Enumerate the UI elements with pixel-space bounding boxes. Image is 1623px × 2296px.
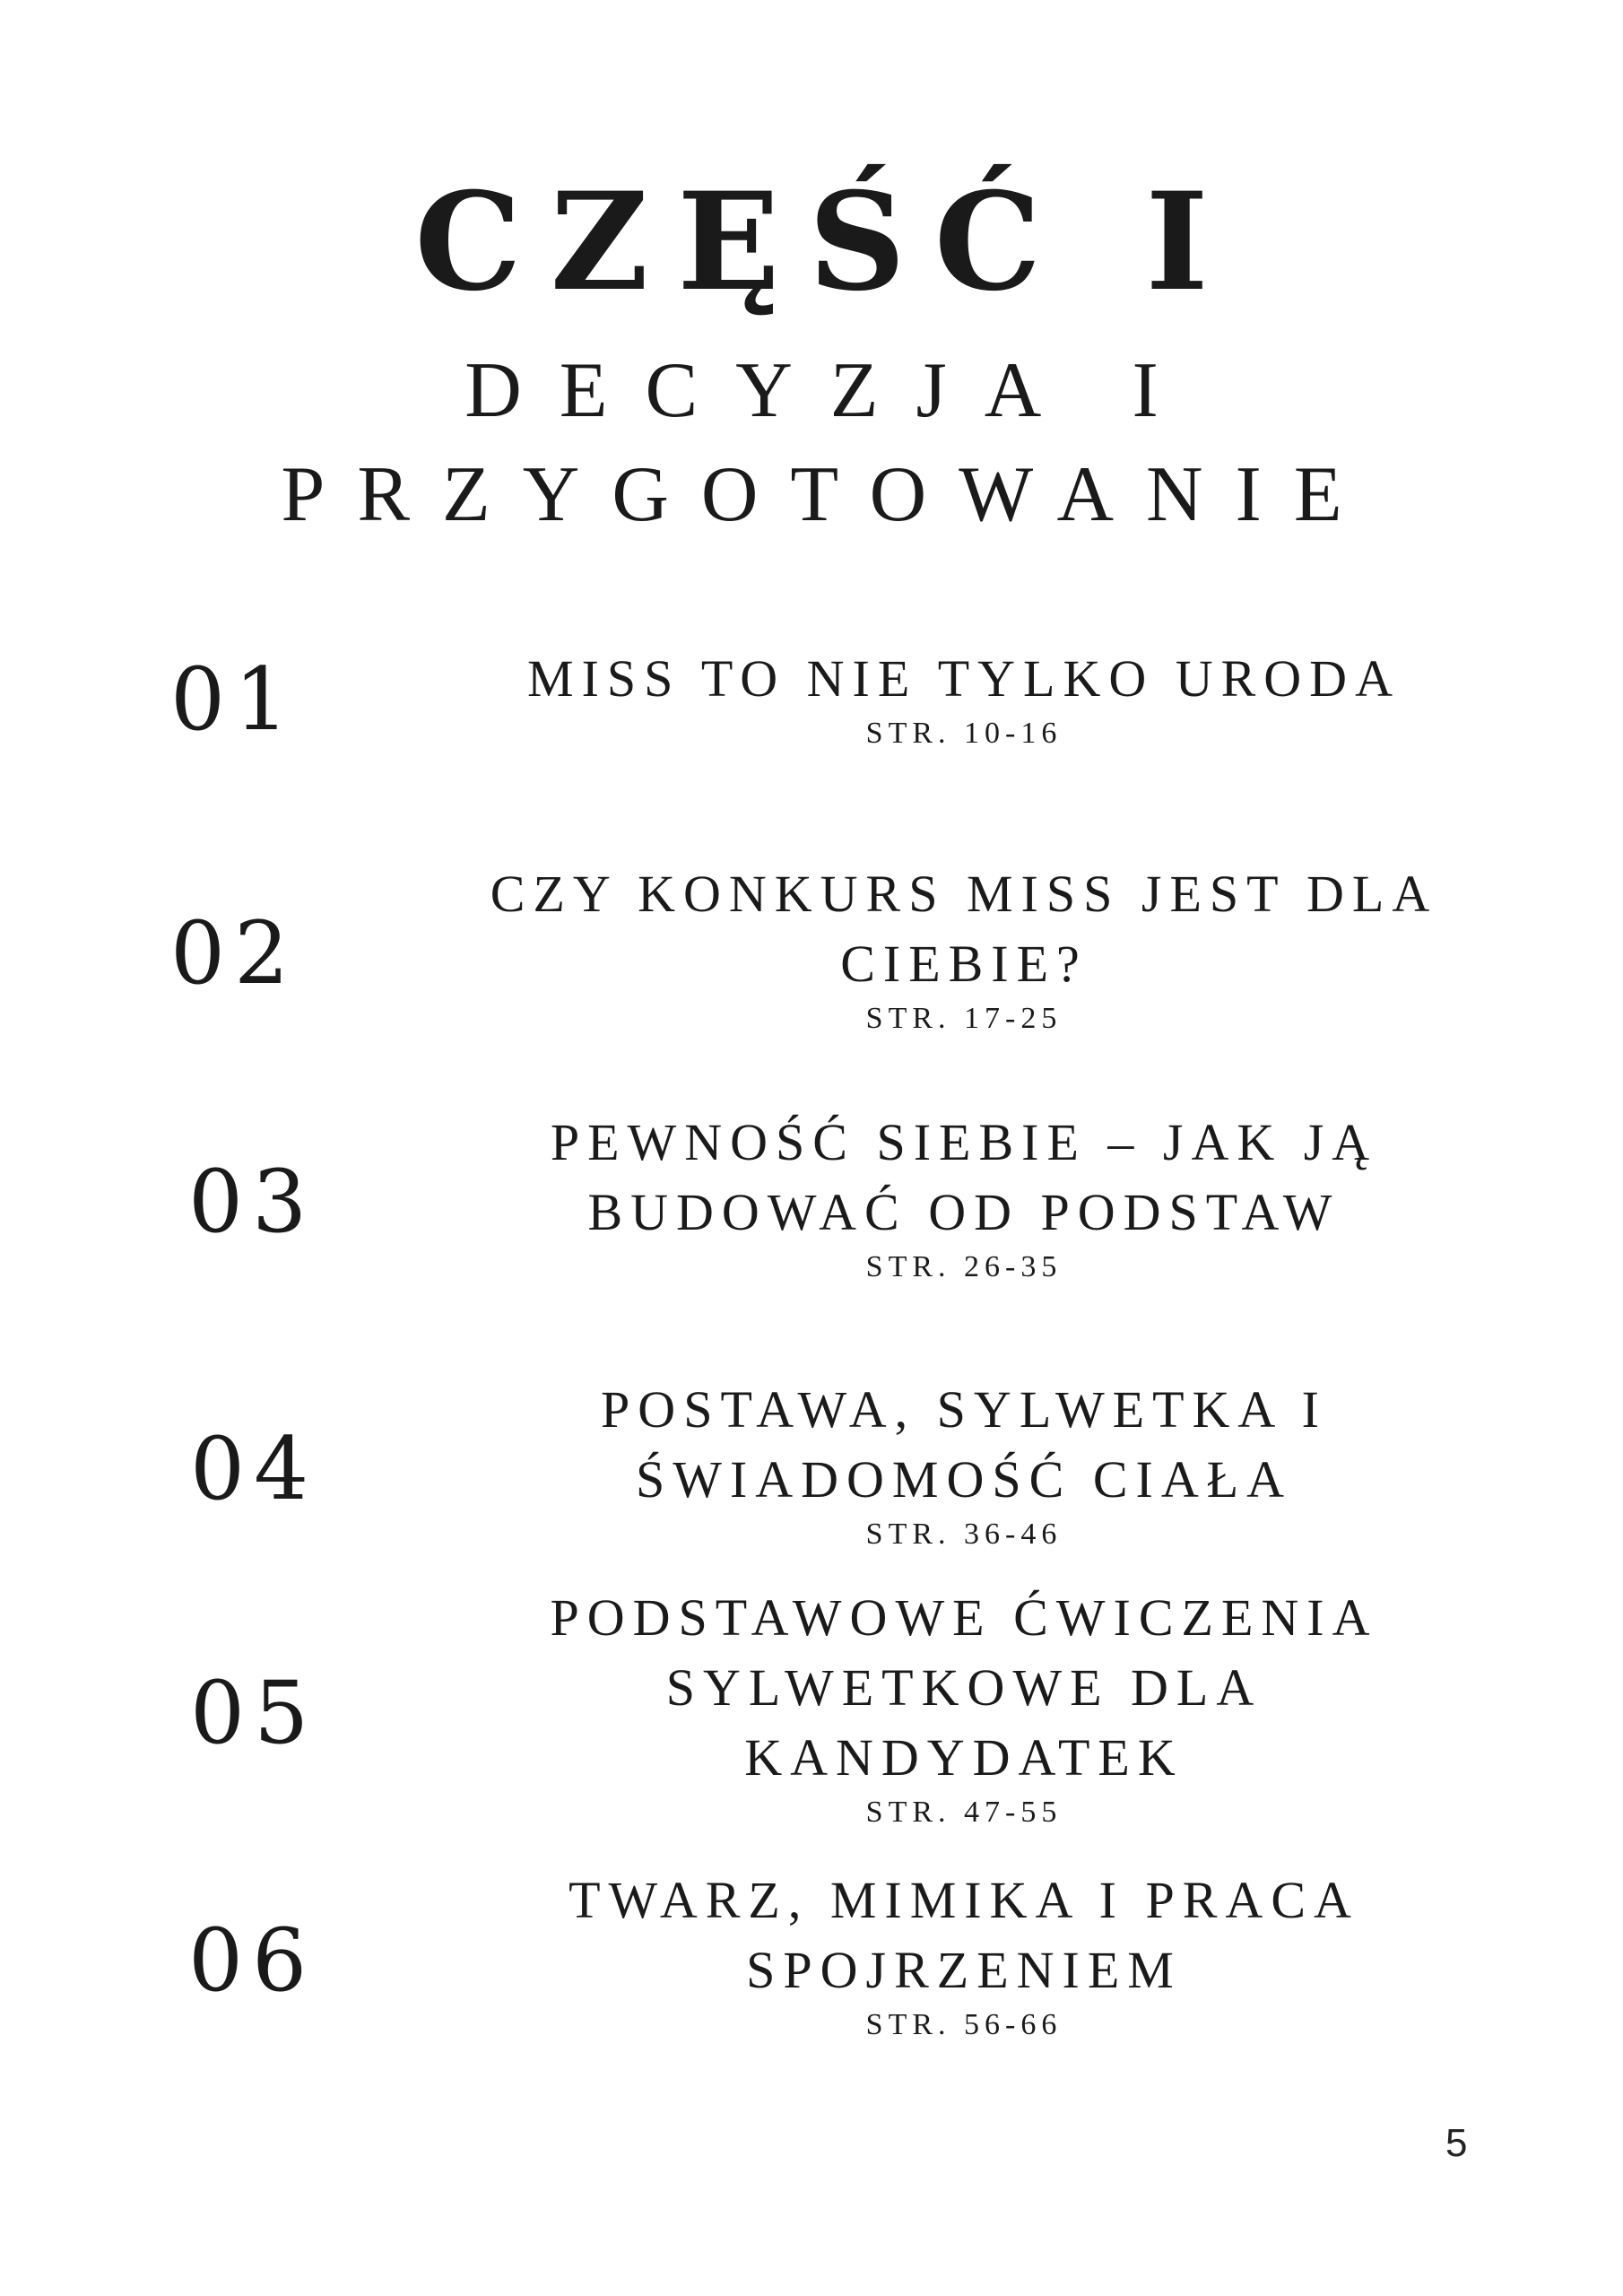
toc-entry-number: 06 [188,1910,317,2011]
toc-entry-number: 04 [190,1419,318,1519]
toc-entry-pages: STR. 26-35 [865,1250,1063,1283]
page-number: 5 [1445,2121,1468,2165]
toc-entry-title-text: MISS TO NIE TYLKO URODA [527,649,1401,708]
toc-entry-number: 02 [170,903,299,1004]
toc-entry-title-line: POSTAWA, SYLWETKA I [601,1380,1327,1439]
toc-entry-title-line: TWARZ, MIMIKA I PRACA [568,1871,1359,1929]
toc-entry-number: 01 [170,649,299,750]
toc-entry-pages: STR. 47-55 [865,1796,1063,1829]
toc-entry-title-line: KANDYDATEK [744,1728,1184,1787]
toc-entry-title[interactable] [439,1583,1488,1831]
toc-entry-title-line: SYLWETKOWE DLA [665,1658,1263,1717]
part-subtitle-line2: PRZYGOTOWANIE [281,451,1375,538]
toc-entry-title-line: CIEBIE? [840,935,1088,993]
toc-entry-title-line: BUDOWAĆ OD PODSTAW [587,1183,1341,1241]
part-title: CZĘŚĆ I [414,163,1237,321]
toc-entry-pages: STR. 36-46 [865,1518,1063,1551]
part-subtitle-line1: DECYZJA I [464,347,1196,434]
toc-entry-title[interactable] [439,644,1488,752]
toc-entry-title[interactable] [439,1108,1488,1285]
toc-entry-number: 05 [190,1663,318,1763]
toc-entry-title-line: CZY KONKURS MISS JEST DLA [490,865,1438,923]
toc-entry-number: 03 [188,1152,317,1252]
toc-entry-title-line: PEWNOŚĆ SIEBIE – JAK JĄ [550,1113,1378,1171]
toc-entry-title-line: PODSTAWOWE ĆWICZENIA [550,1588,1378,1647]
toc-entry-title-line: ŚWIADOMOŚĆ CIAŁA [635,1450,1293,1509]
toc-entry-pages: STR. 10-16 [865,717,1063,750]
toc-entry-title[interactable] [439,859,1488,1037]
toc-entry-pages: STR. 56-66 [865,2008,1063,2041]
toc-entry-title[interactable] [439,1866,1488,2043]
toc-entry-title-line: SPOJRZENIEM [746,1941,1182,1999]
toc-entry-title[interactable] [439,1375,1488,1552]
toc-entry-pages: STR. 17-25 [865,1002,1063,1035]
